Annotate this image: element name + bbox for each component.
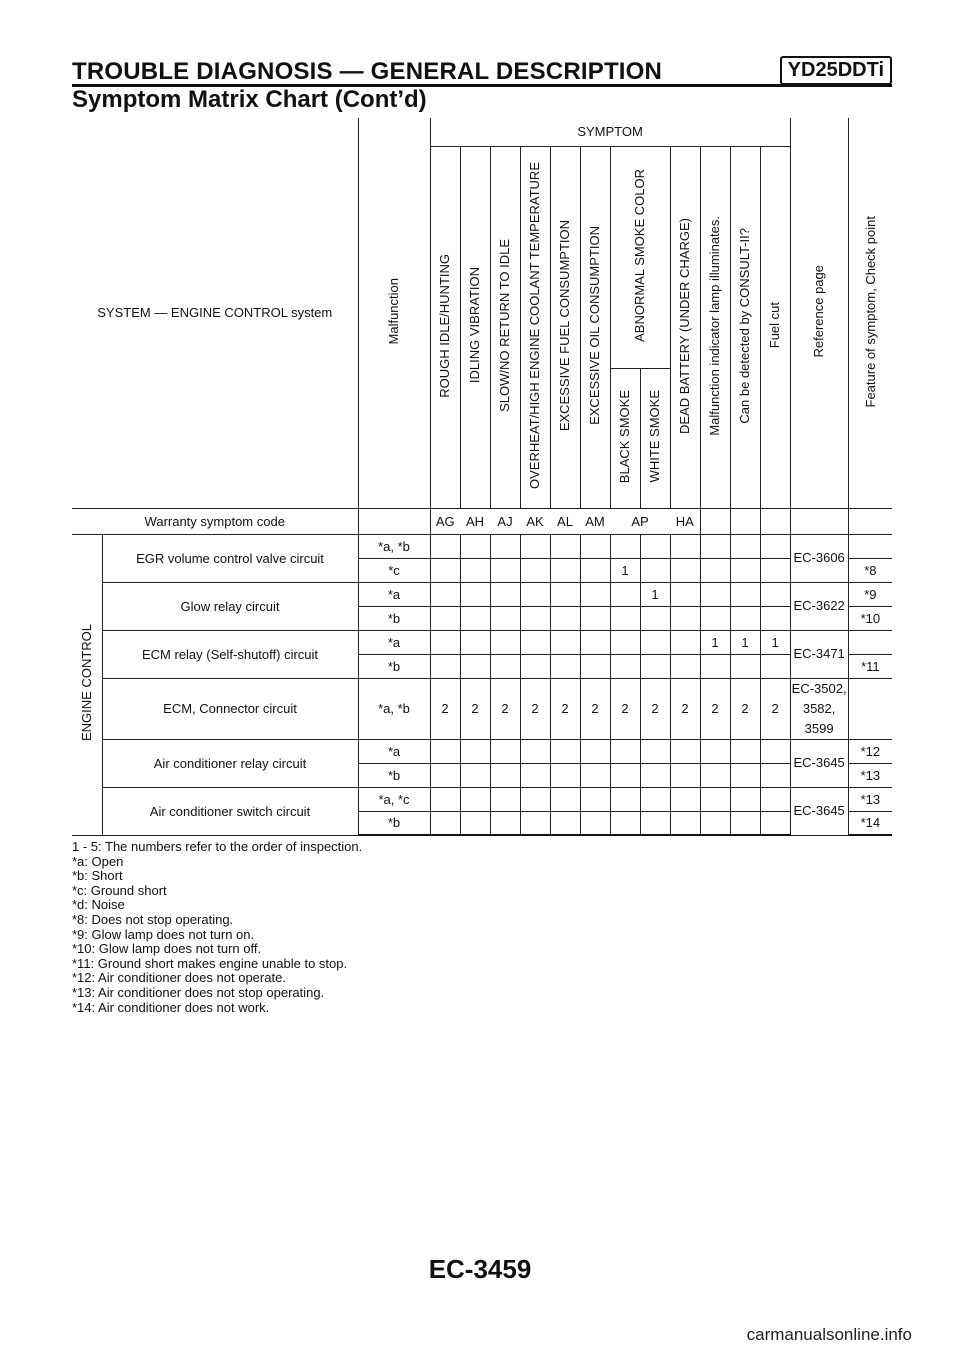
- matrix-cell: [700, 582, 730, 606]
- warranty-code: AL: [550, 508, 580, 534]
- matrix-cell: [580, 811, 610, 835]
- symptom-header-11: Fuel cut: [760, 146, 790, 508]
- matrix-cell: [490, 582, 520, 606]
- matrix-cell: [670, 811, 700, 835]
- matrix-cell: [610, 739, 640, 763]
- matrix-cell: [700, 534, 730, 558]
- matrix-cell: [580, 534, 610, 558]
- matrix-cell: [430, 654, 460, 678]
- malfunction-type: *c: [358, 558, 430, 582]
- table-row: [72, 787, 892, 811]
- matrix-cell: [670, 558, 700, 582]
- matrix-cell: [760, 654, 790, 678]
- matrix-cell: 1: [730, 630, 760, 654]
- reference-page: EC-3606: [790, 534, 848, 582]
- symptom-header-8: DEAD BATTERY (UNDER CHARGE): [670, 146, 700, 508]
- footnote-line: *13: Air conditioner does not stop operating.: [72, 984, 325, 1000]
- footnote-line: *9: Glow lamp does not turn on.: [72, 926, 255, 942]
- matrix-cell: [640, 763, 670, 787]
- matrix-cell: [430, 787, 460, 811]
- matrix-cell: [700, 811, 730, 835]
- matrix-cell: [520, 811, 550, 835]
- matrix-cell: [730, 787, 760, 811]
- matrix-cell: [550, 558, 580, 582]
- symptom-header: SYMPTOM: [430, 118, 790, 146]
- warranty-blank-ref: [790, 508, 848, 534]
- matrix-cell: [670, 763, 700, 787]
- system-header: SYSTEM — ENGINE CONTROL system: [72, 118, 358, 508]
- feature-note: *13: [848, 763, 892, 787]
- matrix-cell: [520, 606, 550, 630]
- reference-page: EC-3645: [790, 787, 848, 835]
- feature-header: Feature of symptom, Check point: [848, 118, 892, 508]
- matrix-cell: [490, 763, 520, 787]
- warranty-blank-feat: [848, 508, 892, 534]
- warranty-blank: [358, 508, 430, 534]
- page-title: TROUBLE DIAGNOSIS — GENERAL DESCRIPTION: [72, 58, 663, 85]
- matrix-cell: [580, 654, 610, 678]
- warranty-blank-consult: [730, 508, 760, 534]
- matrix-cell: [490, 787, 520, 811]
- matrix-cell: [550, 739, 580, 763]
- matrix-cell: [580, 558, 610, 582]
- matrix-cell: [730, 534, 760, 558]
- table-row: [72, 582, 892, 606]
- footnote-line: 1 - 5: The numbers refer to the order of inspection.: [72, 839, 363, 854]
- footnote-line: *11: Ground short makes engine unable to stop.: [72, 955, 348, 971]
- matrix-cell: [730, 763, 760, 787]
- matrix-cell: [550, 811, 580, 835]
- matrix-cell: [760, 558, 790, 582]
- feature-note: [848, 678, 892, 739]
- matrix-cell: [670, 739, 700, 763]
- footnotes: [72, 840, 362, 1015]
- malfunction-type: *a: [358, 739, 430, 763]
- matrix-cell: [760, 739, 790, 763]
- feature-note: [848, 630, 892, 654]
- matrix-cell: [700, 558, 730, 582]
- footnote-line: *b: Short: [72, 868, 123, 884]
- matrix-cell: [760, 787, 790, 811]
- matrix-cell: [430, 630, 460, 654]
- warranty-code: AH: [460, 508, 490, 534]
- matrix-cell: [460, 558, 490, 582]
- matrix-cell: [430, 534, 460, 558]
- matrix-cell: [760, 763, 790, 787]
- matrix-cell: [610, 763, 640, 787]
- matrix-cell: [520, 582, 550, 606]
- matrix-cell: [640, 739, 670, 763]
- matrix-cell: [580, 787, 610, 811]
- matrix-cell: [730, 654, 760, 678]
- matrix-cell: [490, 630, 520, 654]
- matrix-cell: [430, 739, 460, 763]
- matrix-cell: [640, 787, 670, 811]
- matrix-cell: [760, 534, 790, 558]
- matrix-cell: [460, 654, 490, 678]
- warranty-label: Warranty symptom code: [72, 508, 358, 534]
- matrix-cell: 2: [550, 678, 580, 739]
- malfunction-item: ECM, Connector circuit: [102, 678, 358, 739]
- matrix-cell: [730, 582, 760, 606]
- malfunction-item: Air conditioner relay circuit: [102, 739, 358, 787]
- footnote-line: *a: Open: [72, 853, 124, 869]
- matrix-cell: [700, 787, 730, 811]
- matrix-cell: [760, 811, 790, 835]
- matrix-cell: [460, 763, 490, 787]
- symptom-header-7: WHITE SMOKE: [640, 368, 670, 508]
- matrix-cell: [520, 763, 550, 787]
- malfunction-item: EGR volume control valve circuit: [102, 534, 358, 582]
- group-label: ENGINE CONTROL: [72, 534, 102, 835]
- reference-page-header: Reference page: [790, 118, 848, 508]
- matrix-cell: 2: [580, 678, 610, 739]
- table-row: [72, 534, 892, 558]
- matrix-cell: [730, 811, 760, 835]
- feature-note: [848, 534, 892, 558]
- reference-page: EC-3471: [790, 630, 848, 678]
- matrix-cell: [700, 654, 730, 678]
- feature-note: *14: [848, 811, 892, 835]
- warranty-code: AK: [520, 508, 550, 534]
- footnote-line: *c: Ground short: [72, 882, 167, 898]
- symptom-matrix-table: [72, 118, 892, 836]
- warranty-code: AP: [610, 508, 670, 534]
- malfunction-type: *b: [358, 811, 430, 835]
- feature-note: *12: [848, 739, 892, 763]
- matrix-cell: [580, 630, 610, 654]
- matrix-cell: [700, 739, 730, 763]
- matrix-cell: [610, 534, 640, 558]
- matrix-cell: [670, 534, 700, 558]
- matrix-cell: [640, 558, 670, 582]
- matrix-cell: [640, 534, 670, 558]
- matrix-cell: [430, 582, 460, 606]
- malfunction-type: *a: [358, 630, 430, 654]
- malfunction-type: *a, *b: [358, 534, 430, 558]
- matrix-cell: [430, 811, 460, 835]
- symptom-header-1: IDLING VIBRATION: [460, 146, 490, 508]
- abnormal-smoke-header: ABNORMAL SMOKE COLOR: [610, 146, 670, 368]
- matrix-cell: [610, 606, 640, 630]
- matrix-cell: [460, 787, 490, 811]
- warranty-code: AJ: [490, 508, 520, 534]
- malfunction-item: Glow relay circuit: [102, 582, 358, 630]
- matrix-cell: 2: [520, 678, 550, 739]
- reference-page: EC-3502, 3582, 3599: [790, 678, 848, 739]
- malfunction-item: Air conditioner switch circuit: [102, 787, 358, 835]
- matrix-cell: [730, 739, 760, 763]
- feature-note: *13: [848, 787, 892, 811]
- matrix-cell: [550, 630, 580, 654]
- malfunction-type: *a, *c: [358, 787, 430, 811]
- reference-page: EC-3645: [790, 739, 848, 787]
- malfunction-type: *b: [358, 763, 430, 787]
- matrix-cell: [580, 763, 610, 787]
- matrix-cell: [670, 630, 700, 654]
- matrix-cell: [730, 606, 760, 630]
- symptom-header-5: EXCESSIVE OIL CONSUMPTION: [580, 146, 610, 508]
- footnote-line: *10: Glow lamp does not turn off.: [72, 941, 262, 957]
- matrix-cell: [550, 606, 580, 630]
- matrix-cell: 2: [760, 678, 790, 739]
- footnote-line: *12: Air conditioner does not operate.: [72, 970, 286, 986]
- matrix-cell: [550, 534, 580, 558]
- matrix-cell: [640, 654, 670, 678]
- symptom-header-9: Malfunction indicator lamp illuminates.: [700, 146, 730, 508]
- matrix-cell: [520, 558, 550, 582]
- watermark: carmanualsonline.info: [746, 1325, 912, 1344]
- matrix-cell: [580, 606, 610, 630]
- matrix-cell: [640, 630, 670, 654]
- model-badge: YD25DDTi: [780, 56, 892, 85]
- matrix-cell: [460, 630, 490, 654]
- symptom-header-10: Can be detected by CONSULT-II?: [730, 146, 760, 508]
- matrix-cell: [700, 763, 730, 787]
- symptom-header-6: BLACK SMOKE: [610, 368, 640, 508]
- footnote-line: *d: Noise: [72, 897, 125, 913]
- symptom-header-3: OVERHEAT/HIGH ENGINE COOLANT TEMPERATURE: [520, 146, 550, 508]
- matrix-cell: [430, 606, 460, 630]
- feature-note: *9: [848, 582, 892, 606]
- matrix-cell: [460, 811, 490, 835]
- matrix-cell: 1: [610, 558, 640, 582]
- malfunction-type: *b: [358, 606, 430, 630]
- matrix-cell: 2: [490, 678, 520, 739]
- matrix-cell: [550, 787, 580, 811]
- matrix-cell: [580, 582, 610, 606]
- matrix-cell: [430, 558, 460, 582]
- matrix-cell: [580, 739, 610, 763]
- matrix-cell: [490, 739, 520, 763]
- matrix-cell: [520, 739, 550, 763]
- page-subtitle: Symptom Matrix Chart (Cont’d): [72, 86, 427, 113]
- matrix-cell: 2: [460, 678, 490, 739]
- table-row: [72, 739, 892, 763]
- warranty-blank-fuel: [760, 508, 790, 534]
- matrix-cell: [730, 558, 760, 582]
- matrix-cell: [490, 534, 520, 558]
- matrix-cell: [520, 654, 550, 678]
- malfunction-item: ECM relay (Self-shutoff) circuit: [102, 630, 358, 678]
- warranty-blank-mil: [700, 508, 730, 534]
- table-row: [72, 678, 892, 739]
- matrix-cell: [610, 787, 640, 811]
- matrix-cell: [670, 582, 700, 606]
- matrix-cell: [520, 630, 550, 654]
- matrix-cell: [760, 606, 790, 630]
- matrix-cell: [490, 654, 520, 678]
- feature-note: *8: [848, 558, 892, 582]
- matrix-cell: [550, 654, 580, 678]
- symptom-header-0: ROUGH IDLE/HUNTING: [430, 146, 460, 508]
- matrix-cell: [550, 582, 580, 606]
- warranty-code: AM: [580, 508, 610, 534]
- matrix-cell: 1: [760, 630, 790, 654]
- matrix-cell: [700, 606, 730, 630]
- malfunction-type: *b: [358, 654, 430, 678]
- matrix-cell: 1: [640, 582, 670, 606]
- matrix-cell: [610, 811, 640, 835]
- matrix-cell: [460, 534, 490, 558]
- matrix-cell: [490, 558, 520, 582]
- matrix-cell: 2: [670, 678, 700, 739]
- matrix-cell: 2: [700, 678, 730, 739]
- symptom-header-4: EXCESSIVE FUEL CONSUMPTION: [550, 146, 580, 508]
- footnote-line: *8: Does not stop operating.: [72, 911, 234, 927]
- reference-page: EC-3622: [790, 582, 848, 630]
- matrix-cell: [490, 606, 520, 630]
- table-row: [72, 630, 892, 654]
- warranty-code: AG: [430, 508, 460, 534]
- matrix-cell: [610, 582, 640, 606]
- matrix-cell: [640, 606, 670, 630]
- matrix-cell: [670, 787, 700, 811]
- matrix-cell: 2: [610, 678, 640, 739]
- malfunction-type: *a: [358, 582, 430, 606]
- matrix-cell: 1: [700, 630, 730, 654]
- footnote-line: *14: Air conditioner does not work.: [72, 999, 270, 1015]
- matrix-cell: [520, 787, 550, 811]
- matrix-cell: 2: [640, 678, 670, 739]
- matrix-cell: [610, 630, 640, 654]
- matrix-cell: [550, 763, 580, 787]
- symptom-header-2: SLOW/NO RETURN TO IDLE: [490, 146, 520, 508]
- page-number: EC-3459: [428, 1254, 532, 1284]
- feature-note: *10: [848, 606, 892, 630]
- warranty-code: HA: [670, 508, 700, 534]
- matrix-cell: 2: [430, 678, 460, 739]
- feature-note: *11: [848, 654, 892, 678]
- matrix-cell: [460, 582, 490, 606]
- malfunction-type: *a, *b: [358, 678, 430, 739]
- matrix-cell: [520, 534, 550, 558]
- matrix-cell: [460, 739, 490, 763]
- matrix-cell: [430, 763, 460, 787]
- malfunction-header: Malfunction: [358, 118, 430, 508]
- matrix-cell: [490, 811, 520, 835]
- matrix-cell: [670, 654, 700, 678]
- matrix-cell: [610, 654, 640, 678]
- matrix-cell: 2: [730, 678, 760, 739]
- matrix-cell: [460, 606, 490, 630]
- matrix-cell: [670, 606, 700, 630]
- matrix-cell: [760, 582, 790, 606]
- matrix-cell: [640, 811, 670, 835]
